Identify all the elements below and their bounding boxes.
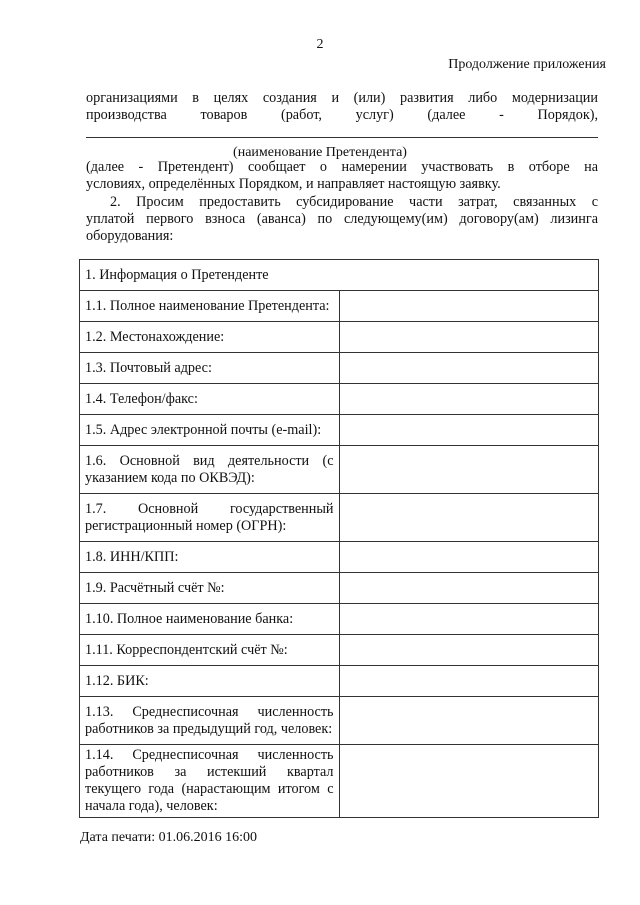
field-value-cell[interactable] <box>339 666 599 697</box>
field-value-cell[interactable] <box>339 384 599 415</box>
request-paragraph <box>86 194 598 245</box>
page-number: 2 <box>316 37 324 52</box>
field-value-cell[interactable] <box>339 542 599 573</box>
table-row <box>80 384 599 415</box>
field-label: 1.4. Телефон/факс: <box>80 384 340 415</box>
field-value-cell[interactable] <box>339 353 599 384</box>
field-label: 1.6. Основной вид деятельности (с указанием кода по ОКВЭД): <box>80 446 340 494</box>
field-value-cell[interactable] <box>339 745 599 818</box>
field-value-cell[interactable] <box>339 446 599 494</box>
request-line-1: 2. Просим предоставить субсидирование части затрат, связанных с <box>110 194 598 210</box>
table-row <box>80 604 599 635</box>
field-label: 1.10. Полное наименование банка: <box>80 604 340 635</box>
field-label: 1.2. Местонахождение: <box>80 322 340 353</box>
field-value-cell[interactable] <box>339 322 599 353</box>
table-row <box>80 446 599 494</box>
field-label: 1.12. БИК: <box>80 666 340 697</box>
field-label: 1.1. Полное наименование Претендента: <box>80 291 340 322</box>
intro-paragraph <box>86 90 598 124</box>
field-value-cell[interactable] <box>339 697 599 745</box>
table-row <box>80 542 599 573</box>
table-row <box>80 494 599 542</box>
field-label: 1.5. Адрес электронной почты (e-mail): <box>80 415 340 446</box>
applicant-info-table <box>79 259 599 818</box>
table-row <box>80 635 599 666</box>
intro-line-1: организациями в целях создания и (или) развития либо модернизации <box>86 90 598 106</box>
field-label: 1.14. Среднесписочная численность работников за истекший квартал текущего года (нарастающим итогом с начала года), человек: <box>80 745 340 818</box>
field-value-cell[interactable] <box>339 494 599 542</box>
applicant-name-line <box>86 137 598 138</box>
field-value-cell[interactable] <box>339 573 599 604</box>
field-label: 1.11. Корреспондентский счёт №: <box>80 635 340 666</box>
request-line-2: уплатой первого взноса (аванса) по следующему(им) договору(ам) лизинга <box>86 211 598 227</box>
field-label: 1.7. Основной государственный регистрационный номер (ОГРН): <box>80 494 340 542</box>
field-label: 1.3. Почтовый адрес: <box>80 353 340 384</box>
table-row <box>80 745 599 818</box>
field-label: 1.9. Расчётный счёт №: <box>80 573 340 604</box>
table-row <box>80 291 599 322</box>
field-value-cell[interactable] <box>339 291 599 322</box>
table-row <box>80 573 599 604</box>
table-row <box>80 353 599 384</box>
intro-continued <box>86 159 598 193</box>
section-header-row <box>80 260 599 291</box>
field-value-cell[interactable] <box>339 604 599 635</box>
applicant-name-caption: (наименование Претендента) <box>233 145 407 160</box>
section-title: 1. Информация о Претенденте <box>80 260 599 291</box>
intro-line-2: производства товаров (работ, услуг) (далее - Порядок), <box>86 107 598 123</box>
field-value-cell[interactable] <box>339 415 599 446</box>
intro-line-4: условиях, определённых Порядком, и направляет настоящую заявку. <box>86 176 501 192</box>
field-label: 1.8. ИНН/КПП: <box>80 542 340 573</box>
table-row <box>80 697 599 745</box>
appendix-note: Продолжение приложения <box>448 57 606 72</box>
table-row <box>80 666 599 697</box>
table-row <box>80 415 599 446</box>
field-label: 1.13. Среднесписочная численность работников за предыдущий год, человек: <box>80 697 340 745</box>
intro-line-3: (далее - Претендент) сообщает о намерении участвовать в отборе на <box>86 159 598 175</box>
print-date: Дата печати: 01.06.2016 16:00 <box>80 830 258 845</box>
table-row <box>80 322 599 353</box>
request-line-3: оборудования: <box>86 228 174 244</box>
field-value-cell[interactable] <box>339 635 599 666</box>
